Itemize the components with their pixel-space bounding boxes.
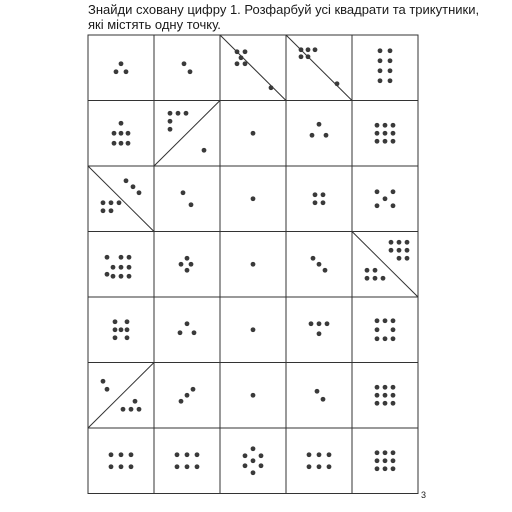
square-dot [388,78,393,83]
cell-r1-c1[interactable] [88,35,154,101]
square-dot [383,123,388,128]
square-dot [323,268,328,273]
square-dot [127,265,132,270]
cell-frame [286,428,352,494]
cell-r4-c2[interactable] [154,232,220,298]
cell-frame [154,428,220,494]
cell-frame [88,35,154,101]
square-dot [105,255,110,260]
triangle-dot [405,240,410,245]
cell-r1-c5[interactable] [352,35,418,101]
square-dot [119,265,124,270]
cell-r7-c4[interactable] [286,428,352,494]
square-dot [383,131,388,136]
triangle-dot [373,276,378,281]
cell-r3-c2[interactable] [154,166,220,232]
square-dot [375,466,380,471]
square-dot [111,274,116,279]
square-dot [375,139,380,144]
square-dot [391,385,396,390]
triangle-dot [101,208,106,213]
square-dot [185,393,190,398]
triangle-dot [129,407,134,412]
square-dot [126,131,131,136]
square-dot [251,470,256,475]
square-dot [127,274,132,279]
square-dot [375,123,380,128]
square-dot [259,463,264,468]
square-dot [125,335,130,340]
square-dot [125,319,130,324]
square-dot [391,393,396,398]
cell-r6-c5[interactable] [352,363,418,429]
triangle-dot [105,387,110,392]
square-dot [113,335,118,340]
cell-frame [88,428,154,494]
square-dot [317,262,322,267]
cell-r1-c3[interactable] [220,35,286,101]
cell-r5-c1[interactable] [88,297,154,363]
square-dot [185,256,190,261]
square-dot [391,327,396,332]
triangle-dot [381,276,386,281]
square-dot [327,464,332,469]
triangle-dot [405,248,410,253]
triangle-dot [101,200,106,205]
square-dot [388,48,393,53]
square-dot [119,452,124,457]
square-dot [185,268,190,273]
triangle-dot [235,49,240,54]
square-dot [383,466,388,471]
cell-r3-c3[interactable] [220,166,286,232]
square-dot [307,464,312,469]
square-dot [185,321,190,326]
triangle-dot [101,379,106,384]
square-dot [114,69,119,74]
square-dot [388,68,393,73]
square-dot [179,262,184,267]
square-dot [192,330,197,335]
square-dot [309,321,314,326]
cell-r7-c1[interactable] [88,428,154,494]
square-dot [119,121,124,126]
square-dot [321,397,326,402]
cell-r1-c2[interactable] [154,35,220,101]
square-dot [375,458,380,463]
square-dot [119,255,124,260]
triangle-dot [239,55,244,60]
triangle-dot [389,248,394,253]
triangle-dot [121,407,126,412]
square-dot [383,385,388,390]
cell-r4-c3[interactable] [220,232,286,298]
cell-r6-c1[interactable] [88,363,154,429]
triangle-dot [137,190,142,195]
square-dot [189,202,194,207]
square-dot [375,131,380,136]
triangle-dot [131,184,136,189]
square-dot [119,141,124,146]
triangle-dot [133,399,138,404]
cell-r7-c3[interactable] [220,428,286,494]
triangle-dot [168,119,173,124]
square-dot [317,331,322,336]
square-dot [391,466,396,471]
square-dot [391,203,396,208]
square-dot [310,133,315,138]
square-dot [251,327,256,332]
square-dot [327,452,332,457]
square-dot [129,464,134,469]
square-dot [251,446,256,451]
square-dot [325,321,330,326]
cell-frame [88,232,154,298]
square-dot [391,450,396,455]
triangle-dot [335,81,340,86]
cell-r3-c5[interactable] [352,166,418,232]
square-dot [375,385,380,390]
square-dot [391,123,396,128]
square-dot [109,464,114,469]
triangle-dot [109,208,114,213]
square-dot [313,200,318,205]
triangle-dot [397,248,402,253]
cell-r3-c1[interactable] [88,166,154,232]
cell-frame [352,35,418,101]
square-dot [378,48,383,53]
square-dot [112,141,117,146]
square-dot [375,318,380,323]
square-dot [317,122,322,127]
square-dot [111,265,116,270]
triangle-dot [176,111,181,116]
cell-r7-c2[interactable] [154,428,220,494]
square-dot [175,464,180,469]
square-dot [324,133,329,138]
square-dot [391,139,396,144]
square-dot [119,274,124,279]
square-dot [195,464,200,469]
square-dot [378,58,383,63]
cell-r2-c2[interactable] [154,101,220,167]
square-dot [243,453,248,458]
square-dot [375,393,380,398]
square-dot [129,452,134,457]
cell-r6-c2[interactable] [154,363,220,429]
square-dot [317,464,322,469]
square-dot [119,327,124,332]
triangle-dot [184,111,189,116]
square-dot [109,452,114,457]
square-dot [251,458,256,463]
square-dot [315,389,320,394]
square-dot [383,458,388,463]
cell-r2-c5[interactable] [352,101,418,167]
triangle-dot [243,61,248,66]
square-dot [127,255,132,260]
square-dot [321,192,326,197]
square-dot [251,393,256,398]
cell-r2-c4[interactable] [286,101,352,167]
square-dot [383,401,388,406]
triangle-dot [306,54,311,59]
triangle-dot [269,85,274,90]
square-dot [388,58,393,63]
cell-frame [154,297,220,363]
square-dot [175,452,180,457]
square-dot [313,192,318,197]
square-dot [195,452,200,457]
cell-r3-c4[interactable] [286,166,352,232]
square-dot [119,131,124,136]
cell-r4-c1[interactable] [88,232,154,298]
square-dot [375,203,380,208]
square-dot [126,141,131,146]
square-dot [112,131,117,136]
square-dot [182,61,187,66]
triangle-dot [397,240,402,245]
triangle-dot [365,268,370,273]
triangle-dot [243,49,248,54]
cell-frame [154,166,220,232]
cell-r2-c3[interactable] [220,101,286,167]
cell-r5-c4[interactable] [286,297,352,363]
square-dot [185,452,190,457]
square-dot [391,318,396,323]
triangle-dot [373,268,378,273]
square-dot [185,464,190,469]
triangle-dot [313,47,318,52]
cell-frame [352,297,418,363]
square-dot [375,327,380,332]
triangle-dot [117,200,122,205]
square-dot [113,319,118,324]
square-dot [375,336,380,341]
triangle-dot [109,200,114,205]
square-dot [188,69,193,74]
triangle-dot [168,111,173,116]
triangle-dot [299,47,304,52]
cell-frame [286,101,352,167]
square-dot [259,453,264,458]
square-dot [105,272,110,277]
square-dot [383,336,388,341]
square-dot [311,256,316,261]
cell-r5-c5[interactable] [352,297,418,363]
square-dot [383,318,388,323]
triangle-dot [405,256,410,261]
square-dot [321,200,326,205]
cell-r5-c3[interactable] [220,297,286,363]
square-dot [181,190,186,195]
cell-frame [286,297,352,363]
square-dot [178,330,183,335]
square-dot [251,131,256,136]
triangle-dot [124,178,129,183]
square-dot [125,327,130,332]
square-dot [391,336,396,341]
cell-frame [286,363,352,429]
instruction-text: Знайди сховану цифру 1. Розфарбуй усі квадрати та трикутники, які містять одну точку. [88,2,480,32]
square-dot [391,401,396,406]
square-dot [251,196,256,201]
square-dot [113,327,118,332]
square-dot [119,464,124,469]
triangle-dot [389,240,394,245]
square-dot [383,450,388,455]
square-dot [307,452,312,457]
triangle-dot [306,47,311,52]
square-dot [317,321,322,326]
square-dot [317,452,322,457]
cell-r1-c4[interactable] [286,35,352,101]
cell-frame [154,35,220,101]
square-dot [391,131,396,136]
cell-frame [286,166,352,232]
square-dot [375,450,380,455]
cell-r4-c4[interactable] [286,232,352,298]
triangle-dot [299,54,304,59]
triangle-dot [168,127,173,132]
square-dot [243,463,248,468]
square-dot [378,68,383,73]
triangle-dot [235,61,240,66]
cell-r6-c3[interactable] [220,363,286,429]
square-dot [383,139,388,144]
square-dot [179,399,184,404]
square-dot [383,393,388,398]
square-dot [375,189,380,194]
square-dot [251,262,256,267]
square-dot [378,78,383,83]
square-dot [383,196,388,201]
cell-r5-c2[interactable] [154,297,220,363]
square-dot [119,61,124,66]
square-dot [189,262,194,267]
square-dot [375,401,380,406]
cell-r4-c5[interactable] [352,232,418,298]
cell-r7-c5[interactable] [352,428,418,494]
cell-r2-c1[interactable] [88,101,154,167]
triangle-dot [397,256,402,261]
square-dot [391,458,396,463]
square-dot [391,189,396,194]
square-dot [124,69,129,74]
cell-frame [154,232,220,298]
square-dot [191,387,196,392]
triangle-dot [365,276,370,281]
triangle-dot [202,148,207,153]
page-number: 3 [421,490,427,500]
cell-r6-c4[interactable] [286,363,352,429]
triangle-dot [137,407,142,412]
